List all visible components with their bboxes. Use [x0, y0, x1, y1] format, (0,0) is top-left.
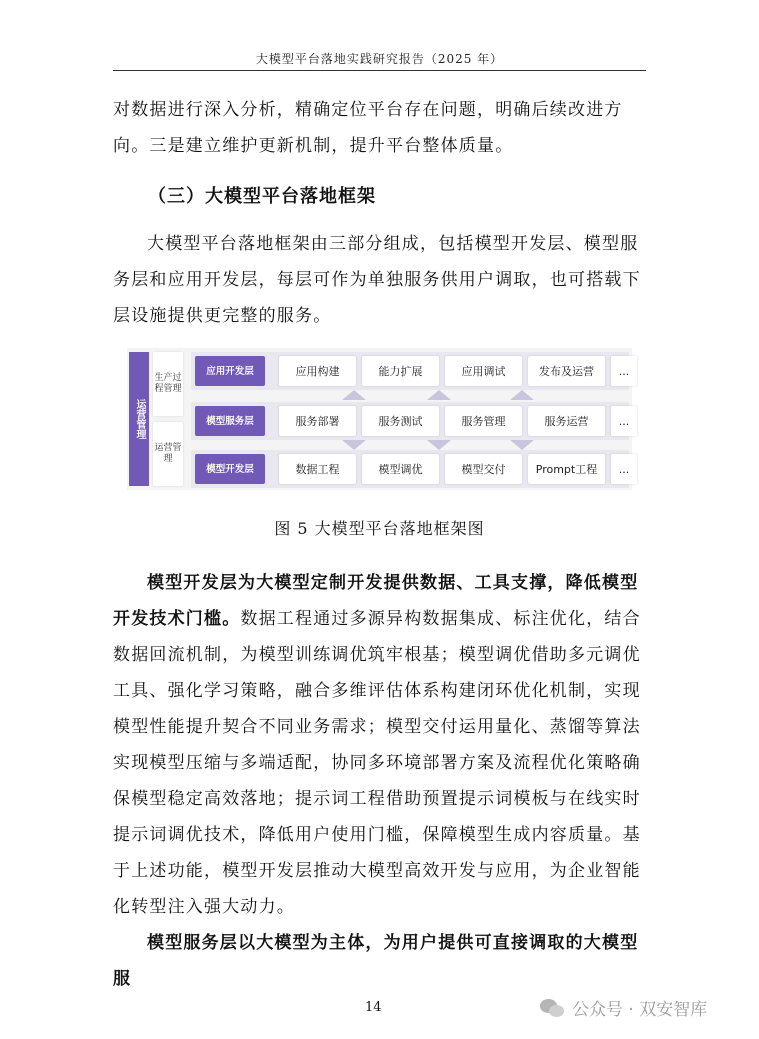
layer-label: 模型服务层 — [195, 406, 265, 436]
header-rule — [113, 70, 646, 71]
layer-cell: 服务运营 — [528, 406, 605, 436]
layer-cell: 服务管理 — [445, 406, 522, 436]
ops-management-bar: 运营管理 — [129, 352, 149, 486]
paragraph-lead: 模型开发层为大模型定制开发提供数据、工具支撑，降低模型开发技术门槛。 — [113, 573, 639, 629]
layer-cell: 应用调试 — [445, 356, 522, 386]
layer-app-dev — [191, 352, 629, 390]
layer-cell: ... — [611, 454, 637, 484]
arrow-up-icon — [427, 390, 451, 400]
layer-cell: ... — [611, 356, 637, 386]
paragraph-body: 数据工程通过多源异构数据集成、标注优化，结合数据回流机制，为模型训练调优筑牢根基；模型调优借助多元调优工具、强化学习策略，融合多维评估体系构建闭环优化机制，实现模型性能提升契合不同业务需求；模型交付运用量化、蒸馏等算法实现模型压缩与多端适配，协同多环境部署方案及流程优化策略确保模型稳定高效落地；提示词工程借助预置提示词模板与在线实时提示词调优技术，降低用户使用门槛，保障模型生成内容质量。基于上述功能，模型开发层推动大模型高效开发与应用，为企业智能化转型注入强大动力。 — [113, 609, 641, 917]
operation-management-box: 运营管理 — [153, 422, 183, 486]
watermark — [540, 995, 707, 1020]
layer-model-dev — [191, 450, 629, 488]
framework-diagram — [127, 348, 632, 490]
layer-label: 应用开发层 — [195, 356, 265, 386]
paragraph-intro: 大模型平台落地框架由三部分组成，包括模型开发层、模型服务层和应用开发层，每层可作为单独服务供用户调取，也可搭载下层设施提供更完整的服务。 — [113, 234, 641, 326]
layer-cell: 模型交付 — [445, 454, 522, 484]
wechat-icon — [540, 997, 566, 1019]
arrow-down-icon — [342, 440, 366, 450]
paragraph-model-dev — [113, 565, 646, 925]
page-number: 14 — [365, 1000, 382, 1015]
layer-cell: Prompt工程 — [528, 454, 605, 484]
figure-caption: 图 5 大模型平台落地框架图 — [274, 519, 485, 538]
watermark-text: 公众号 · 双安智库 — [572, 1000, 708, 1020]
arrow-up-icon — [510, 390, 534, 400]
layer-cell: 应用构建 — [279, 356, 356, 386]
layer-cell: 发布及运营 — [528, 356, 605, 386]
arrow-down-icon — [427, 440, 451, 450]
layer-cell: 服务部署 — [279, 406, 356, 436]
layer-cell: 服务测试 — [362, 406, 439, 436]
layer-label: 模型开发层 — [195, 454, 265, 484]
paragraph-model-service: 模型服务层以大模型为主体，为用户提供可直接调取的大模型服 — [113, 933, 639, 989]
arrow-down-icon — [510, 440, 534, 450]
running-header: 大模型平台落地实践研究报告（2025 年） — [255, 52, 504, 66]
layer-cell: 能力扩展 — [362, 356, 439, 386]
layer-cell: ... — [611, 406, 637, 436]
production-process-box: 生产过程管理 — [153, 352, 183, 416]
layer-model-service — [191, 402, 629, 440]
section-heading: （三）大模型平台落地框架 — [148, 186, 376, 207]
layer-cell: 数据工程 — [279, 454, 356, 484]
layer-cell: 模型调优 — [362, 454, 439, 484]
arrow-up-icon — [342, 390, 366, 400]
paragraph-top: 对数据进行深入分析，精确定位平台存在问题，明确后续改进方向。三是建立维护更新机制，提升平台整体质量。 — [113, 100, 623, 156]
